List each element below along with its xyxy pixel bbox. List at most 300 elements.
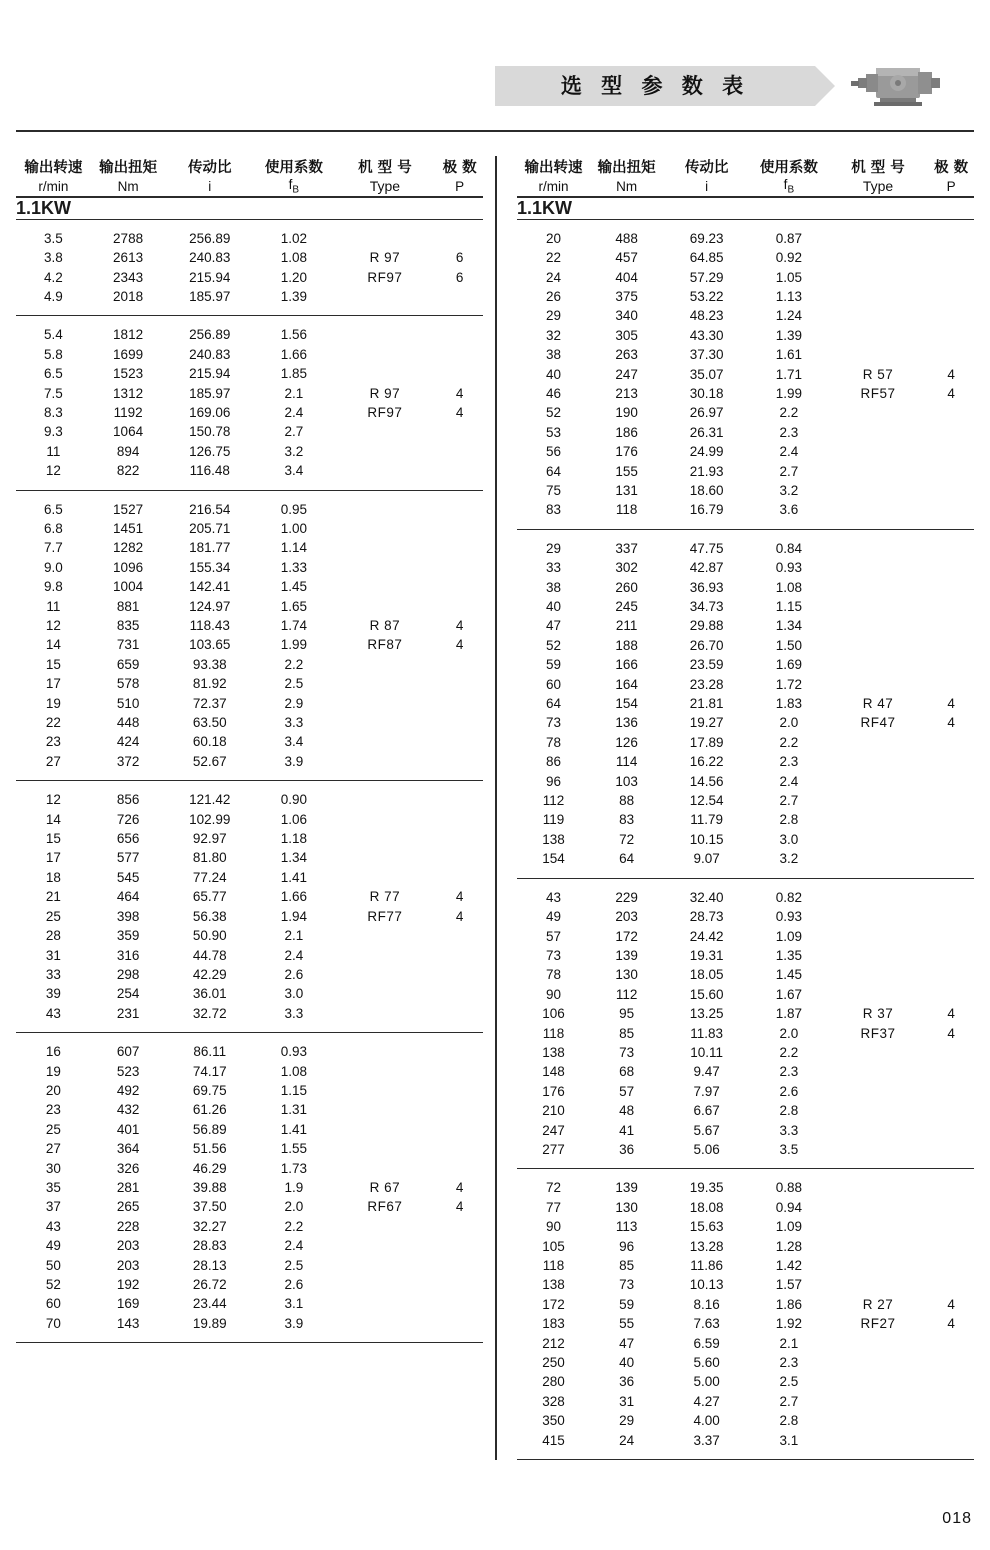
service-factor-cell: 1.18	[280, 831, 307, 847]
model-type-cell	[828, 287, 929, 306]
service-factor-cell: 2.3	[779, 1355, 799, 1371]
output-torque-cell: 96	[619, 1238, 635, 1254]
output-speed-cell: 9.0	[43, 559, 63, 575]
ratio-cell: 240.83	[189, 346, 231, 362]
table-row	[16, 1256, 483, 1275]
model-type-cell	[828, 1372, 929, 1391]
group-spacer	[16, 306, 483, 316]
ratio-cell: 215.94	[189, 269, 231, 285]
output-speed-cell: 26	[546, 288, 562, 304]
output-speed-cell: 11	[46, 443, 61, 459]
output-speed-cell: 60	[45, 1296, 61, 1312]
table-row	[16, 364, 483, 383]
poles-cell	[436, 829, 483, 848]
table-row	[517, 462, 974, 481]
ratio-cell: 72.37	[192, 695, 227, 711]
poles-cell: 4	[455, 1199, 464, 1215]
poles-cell	[436, 1275, 483, 1294]
output-speed-cell: 21	[45, 889, 61, 905]
model-type-cell	[828, 733, 929, 752]
poles-cell	[436, 655, 483, 674]
model-type-cell	[828, 500, 929, 519]
ratio-cell: 34.73	[689, 599, 724, 614]
model-type-cell	[828, 1178, 929, 1197]
model-type-cell	[828, 1062, 929, 1081]
poles-cell: 4	[947, 1025, 955, 1041]
table-row	[517, 888, 974, 907]
output-torque-cell: 359	[116, 928, 140, 944]
ratio-cell: 150.78	[189, 424, 231, 440]
output-torque-cell: 172	[615, 928, 638, 944]
ratio-cell: 9.47	[693, 1064, 720, 1080]
output-speed-cell: 105	[542, 1238, 565, 1254]
table-row	[517, 384, 974, 403]
poles-cell	[436, 1100, 483, 1119]
poles-cell	[928, 248, 974, 267]
service-factor-cell: 2.2	[779, 1044, 799, 1060]
poles-cell	[928, 1082, 974, 1101]
output-speed-cell: 77	[546, 1199, 562, 1215]
output-torque-cell: 260	[615, 579, 638, 595]
output-torque-cell: 36	[619, 1141, 635, 1157]
output-torque-cell: 856	[116, 792, 140, 808]
service-factor-cell: 1.99	[280, 637, 307, 653]
poles-cell	[928, 1198, 974, 1217]
model-type-cell	[334, 790, 437, 809]
poles-cell	[436, 325, 483, 344]
column-header-en: r/min	[538, 178, 569, 194]
poles-cell	[436, 1236, 483, 1255]
output-speed-cell: 4.2	[43, 269, 63, 285]
table-header-en	[517, 177, 974, 197]
table-row	[517, 597, 974, 616]
output-torque-cell: 424	[116, 734, 140, 750]
table-row	[517, 675, 974, 694]
service-factor-cell: 1.15	[775, 599, 803, 614]
output-speed-cell: 52	[45, 1277, 61, 1292]
service-factor-cell: 2.2	[284, 656, 304, 672]
column-header-en: $f_B$	[288, 177, 300, 196]
ratio-cell: 64.85	[689, 250, 724, 266]
output-speed-cell: 53	[546, 424, 562, 440]
ratio-cell: 7.63	[693, 1316, 720, 1332]
poles-cell	[928, 287, 974, 306]
model-type-cell	[334, 1256, 437, 1275]
model-type-cell	[334, 848, 437, 867]
model-type-cell	[334, 325, 437, 344]
model-type-cell	[828, 1411, 929, 1430]
service-factor-cell: 1.08	[775, 579, 803, 595]
table-row	[517, 1353, 974, 1372]
output-speed-cell: 3.8	[43, 250, 63, 266]
service-factor-cell: 1.35	[775, 947, 803, 963]
model-type-cell	[828, 1082, 929, 1101]
output-speed-cell: 210	[542, 1103, 565, 1119]
output-speed-cell: 38	[546, 347, 562, 363]
output-torque-cell: 228	[116, 1218, 140, 1234]
poles-cell	[928, 326, 974, 345]
poles-cell	[928, 985, 974, 1004]
table-row	[517, 1062, 974, 1081]
ratio-cell: 256.89	[189, 327, 231, 343]
column-header-en: Type	[369, 178, 401, 195]
service-factor-cell: 1.45	[775, 967, 803, 983]
model-type-cell: R 97	[369, 385, 401, 401]
table-row	[16, 597, 483, 616]
table-row	[517, 481, 974, 500]
ratio-cell: 11.86	[690, 1258, 724, 1273]
table-row	[16, 1236, 483, 1255]
output-torque-cell: 731	[116, 637, 140, 653]
model-type-cell: RF97	[367, 269, 403, 285]
output-torque-cell: 203	[615, 909, 638, 925]
poles-cell	[436, 1217, 483, 1236]
output-speed-cell: 15	[45, 656, 61, 672]
model-type-cell	[334, 442, 437, 461]
poles-cell	[928, 1334, 974, 1353]
poles-cell	[928, 1178, 974, 1197]
service-factor-cell: 2.4	[779, 444, 799, 460]
poles-cell: 4	[947, 696, 955, 712]
output-speed-cell: 73	[546, 947, 562, 963]
table-row	[16, 635, 483, 654]
model-type-cell: RF87	[367, 637, 403, 653]
table-row	[517, 1198, 974, 1217]
output-torque-cell: 1064	[113, 424, 144, 440]
poles-cell	[436, 1062, 483, 1081]
ratio-cell: 56.89	[192, 1121, 227, 1137]
model-type-cell	[334, 364, 437, 383]
poles-cell	[928, 1121, 974, 1140]
service-factor-cell: 1.83	[775, 696, 803, 712]
output-speed-cell: 29	[546, 540, 562, 556]
output-torque-cell: 130	[615, 967, 638, 983]
output-speed-cell: 148	[542, 1064, 565, 1080]
output-torque-cell: 2788	[113, 230, 144, 246]
table-row	[16, 1294, 483, 1313]
output-torque-cell: 488	[615, 230, 638, 246]
output-speed-cell: 78	[546, 967, 562, 983]
column-header-en: Nm	[616, 178, 638, 194]
output-torque-cell: 83	[619, 812, 635, 828]
service-factor-cell: 1.09	[775, 928, 803, 944]
group-spacer	[517, 1450, 974, 1460]
poles-cell	[928, 1101, 974, 1120]
service-factor-cell: 1.57	[775, 1277, 803, 1293]
output-torque-cell: 130	[615, 1199, 638, 1215]
model-type-cell	[828, 1140, 929, 1159]
model-type-cell	[334, 519, 437, 538]
output-torque-cell: 302	[615, 560, 638, 576]
column-header-cn: 使用系数	[264, 160, 323, 176]
output-torque-cell: 48	[619, 1103, 635, 1119]
ratio-cell: 15.63	[689, 1219, 724, 1235]
service-factor-cell: 1.55	[280, 1141, 307, 1157]
model-type-cell	[828, 636, 929, 655]
ratio-cell: 19.31	[689, 947, 724, 963]
model-type-cell	[828, 655, 929, 674]
table-row	[517, 1121, 974, 1140]
poles-cell: 4	[947, 1316, 955, 1332]
model-type-cell	[828, 326, 929, 345]
model-type-cell	[828, 888, 929, 907]
right-table	[517, 156, 974, 1460]
poles-cell	[436, 810, 483, 829]
output-torque-cell: 340	[615, 308, 638, 324]
poles-cell	[928, 733, 974, 752]
output-torque-cell: 126	[615, 734, 638, 750]
model-type-cell	[828, 907, 929, 926]
poles-cell	[928, 481, 974, 500]
ratio-cell: 60.18	[192, 734, 227, 750]
model-type-cell	[828, 616, 929, 635]
table-row	[517, 1237, 974, 1256]
table-row	[16, 965, 483, 984]
output-torque-cell: 229	[615, 889, 638, 905]
service-factor-cell: 2.7	[779, 1393, 799, 1409]
service-factor-cell: 3.1	[779, 1432, 799, 1448]
output-torque-cell: 136	[615, 715, 638, 731]
ratio-cell: 26.97	[689, 405, 724, 421]
service-factor-cell: 2.0	[779, 1025, 799, 1041]
poles-cell	[928, 345, 974, 364]
ratio-cell: 69.23	[689, 230, 724, 246]
poles-cell: 4	[455, 637, 464, 653]
column-header-cn: 输出扭矩	[99, 160, 158, 176]
service-factor-cell: 1.94	[280, 908, 307, 924]
group-spacer	[517, 1159, 974, 1169]
service-factor-cell: 3.2	[284, 443, 304, 459]
ratio-cell: 205.71	[189, 520, 231, 536]
output-speed-cell: 6.5	[43, 366, 63, 382]
table-row	[517, 423, 974, 442]
ratio-cell: 36.01	[192, 986, 227, 1002]
poles-cell	[928, 791, 974, 810]
output-torque-cell: 726	[116, 811, 140, 827]
output-speed-cell: 37	[45, 1199, 61, 1215]
ratio-cell: 185.97	[189, 385, 231, 401]
output-speed-cell: 172	[542, 1296, 565, 1312]
ratio-cell: 42.87	[689, 560, 724, 576]
model-type-cell	[828, 597, 929, 616]
output-torque-cell: 190	[615, 405, 638, 421]
ratio-cell: 142.41	[189, 579, 231, 595]
output-torque-cell: 281	[116, 1179, 140, 1195]
ratio-cell: 181.77	[189, 540, 231, 556]
service-factor-cell: 2.0	[779, 715, 799, 731]
output-torque-cell: 1527	[113, 501, 144, 517]
output-speed-cell: 11	[46, 598, 61, 614]
service-factor-cell: 1.34	[775, 618, 803, 634]
output-torque-cell: 95	[619, 1006, 635, 1022]
output-speed-cell: 3.5	[43, 230, 63, 246]
ratio-cell: 28.13	[192, 1257, 227, 1273]
model-type-cell: R 47	[862, 696, 894, 712]
ratio-cell: 240.83	[189, 250, 231, 266]
poles-cell	[436, 790, 483, 809]
model-type-cell	[334, 229, 437, 248]
table-header-cn	[16, 156, 483, 177]
output-speed-cell: 415	[542, 1432, 565, 1448]
poles-cell	[436, 1004, 483, 1023]
output-torque-cell: 372	[116, 753, 140, 769]
group-spacer	[16, 316, 483, 325]
model-type-cell	[828, 345, 929, 364]
output-torque-cell: 36	[619, 1374, 635, 1390]
group-spacer	[16, 771, 483, 781]
model-type-cell	[828, 927, 929, 946]
column-header-cn: 传动比	[684, 160, 729, 176]
poles-cell	[928, 1353, 974, 1372]
poles-cell	[928, 442, 974, 461]
ratio-cell: 65.77	[192, 889, 227, 905]
ratio-cell: 86.11	[193, 1044, 227, 1060]
ratio-cell: 44.78	[192, 947, 227, 963]
table-row	[517, 326, 974, 345]
poles-cell	[436, 984, 483, 1003]
output-speed-cell: 25	[45, 1121, 61, 1137]
group-rule	[16, 1343, 483, 1344]
table-row	[16, 229, 483, 248]
poles-cell: 4	[947, 366, 955, 382]
poles-cell	[928, 752, 974, 771]
ratio-cell: 103.65	[189, 637, 231, 653]
table-row	[517, 985, 974, 1004]
service-factor-cell: 1.71	[775, 366, 803, 382]
poles-cell: 4	[455, 889, 464, 905]
ratio-cell: 46.29	[192, 1160, 227, 1176]
output-speed-cell: 52	[546, 405, 562, 421]
service-factor-cell: 2.8	[779, 812, 799, 828]
model-type-cell	[828, 306, 929, 325]
service-factor-cell: 2.7	[779, 463, 799, 479]
ratio-cell: 11.79	[690, 812, 724, 828]
output-torque-cell: 55	[619, 1316, 635, 1332]
ratio-cell: 42.29	[192, 966, 227, 982]
output-speed-cell: 118	[542, 1258, 565, 1273]
poles-cell: 4	[455, 908, 464, 924]
poles-cell	[928, 1237, 974, 1256]
poles-cell	[928, 268, 974, 287]
table-row	[16, 1178, 483, 1197]
poles-cell	[436, 965, 483, 984]
ratio-cell: 215.94	[189, 366, 231, 382]
poles-cell	[928, 500, 974, 519]
output-speed-cell: 212	[542, 1335, 565, 1351]
output-torque-cell: 401	[116, 1121, 140, 1137]
poles-cell	[928, 1043, 974, 1062]
ratio-cell: 12.54	[689, 793, 724, 809]
poles-cell: 6	[455, 250, 464, 266]
model-type-cell	[334, 732, 437, 751]
model-type-cell	[828, 1121, 929, 1140]
poles-cell	[928, 1217, 974, 1236]
table-row	[16, 732, 483, 751]
model-type-cell	[334, 1159, 437, 1178]
table-row	[517, 1295, 974, 1314]
model-type-cell	[828, 1043, 929, 1062]
table-row	[16, 1197, 483, 1216]
output-torque-cell: 131	[615, 482, 638, 498]
ratio-cell: 19.27	[689, 715, 724, 731]
output-speed-cell: 43	[45, 1005, 61, 1021]
poles-cell	[928, 306, 974, 325]
model-type-cell	[828, 442, 929, 461]
table-row	[16, 461, 483, 480]
poles-cell	[928, 1392, 974, 1411]
model-type-cell	[334, 1314, 437, 1333]
output-torque-cell: 432	[116, 1102, 140, 1118]
table-row	[517, 268, 974, 287]
service-factor-cell: 3.9	[284, 753, 304, 769]
output-speed-cell: 43	[546, 889, 562, 905]
output-speed-cell: 50	[45, 1257, 61, 1273]
table-row	[16, 500, 483, 519]
ratio-cell: 52.67	[192, 753, 227, 769]
output-speed-cell: 350	[542, 1413, 565, 1429]
table-row	[16, 248, 483, 267]
service-factor-cell: 0.87	[775, 230, 803, 246]
output-speed-cell: 46	[546, 385, 562, 401]
ratio-cell: 56.38	[192, 908, 227, 924]
ratio-cell: 102.99	[189, 811, 231, 827]
model-type-cell	[334, 1217, 437, 1236]
output-speed-cell: 6.8	[43, 520, 63, 536]
output-speed-cell: 328	[542, 1393, 565, 1409]
model-type-cell	[334, 577, 437, 596]
service-factor-cell: 2.1	[284, 385, 304, 401]
group-spacer	[16, 481, 483, 491]
model-type-cell	[334, 1120, 437, 1139]
table-row	[16, 984, 483, 1003]
output-speed-cell: 22	[546, 250, 562, 266]
model-type-cell	[334, 1081, 437, 1100]
ratio-cell: 11.83	[690, 1025, 724, 1041]
model-type-cell	[334, 829, 437, 848]
model-type-cell	[828, 1353, 929, 1372]
poles-cell: 4	[947, 1006, 955, 1022]
service-factor-cell: 3.6	[779, 502, 799, 518]
service-factor-cell: 1.14	[280, 540, 307, 556]
ratio-cell: 21.93	[689, 463, 724, 479]
table-row	[517, 1024, 974, 1043]
model-type-cell	[828, 791, 929, 810]
service-factor-cell: 1.72	[775, 676, 803, 692]
table-row	[517, 539, 974, 558]
table-row	[517, 1275, 974, 1294]
service-factor-cell: 1.15	[280, 1082, 307, 1098]
model-type-cell	[828, 229, 929, 248]
model-type-cell	[828, 1256, 929, 1275]
output-torque-cell: 29	[619, 1413, 635, 1429]
ratio-cell: 32.72	[192, 1005, 227, 1021]
ratio-cell: 121.42	[189, 792, 231, 808]
output-torque-cell: 186	[615, 424, 638, 440]
poles-cell	[436, 597, 483, 616]
table-row	[16, 442, 483, 461]
poles-cell	[928, 830, 974, 849]
ratio-cell: 5.00	[693, 1374, 720, 1390]
output-speed-cell: 8.3	[43, 404, 63, 420]
ratio-cell: 10.13	[689, 1277, 724, 1293]
poles-cell	[928, 539, 974, 558]
poles-cell	[436, 1139, 483, 1158]
poles-cell	[928, 965, 974, 984]
model-type-cell	[334, 674, 437, 693]
model-type-cell	[828, 462, 929, 481]
output-torque-cell: 2613	[113, 250, 144, 266]
output-torque-cell: 523	[116, 1063, 140, 1079]
